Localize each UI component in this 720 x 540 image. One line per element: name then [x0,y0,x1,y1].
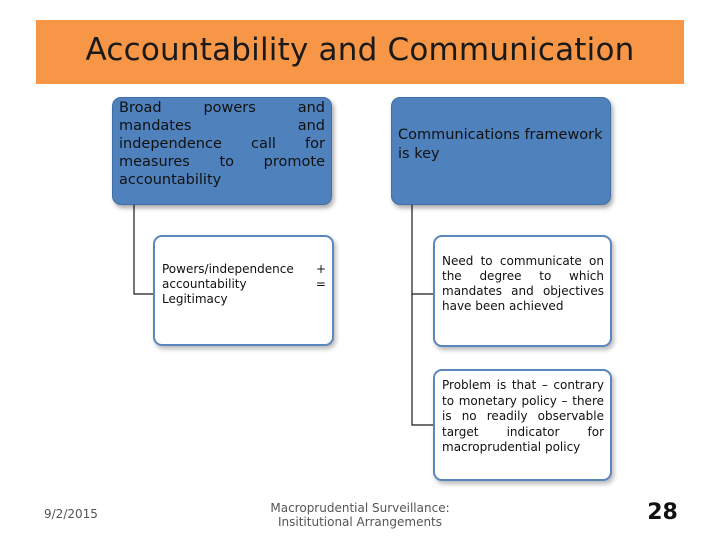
node-need-to-communicate-text: Need to communicate on the degree to which mandates and objectives have been achieved [442,254,604,313]
connector-communications-to-need [412,205,433,294]
footer-subtitle-line1: Macroprudential Surveillance: [270,501,450,515]
node-legitimacy [153,235,334,346]
footer-subtitle [260,501,460,529]
footer-subtitle-line2: Insititutional Arrangements [277,515,443,529]
node-legitimacy-text: Powers/independence + accountability = Legitimacy [162,262,326,306]
slide-title: Accountability and Communication [85,32,635,68]
node-broad-powers [112,97,332,205]
node-problem [433,369,612,481]
node-broad-powers-text: Broad powers and mandates and independence call for measures to promote accountability [119,100,325,188]
node-communications-framework [391,97,611,205]
page-number: 28 [647,500,678,525]
connector-communications-to-problem [412,294,433,425]
connector-broad-powers-to-legitimacy [134,205,153,294]
node-need-to-communicate [433,235,612,347]
footer-date: 9/2/2015 [44,507,98,521]
node-communications-framework-text: Communications framework is key [398,127,603,162]
node-problem-text: Problem is that – contrary to monetary policy – there is no readily observable target indicator for macroprudential policy [442,378,604,454]
